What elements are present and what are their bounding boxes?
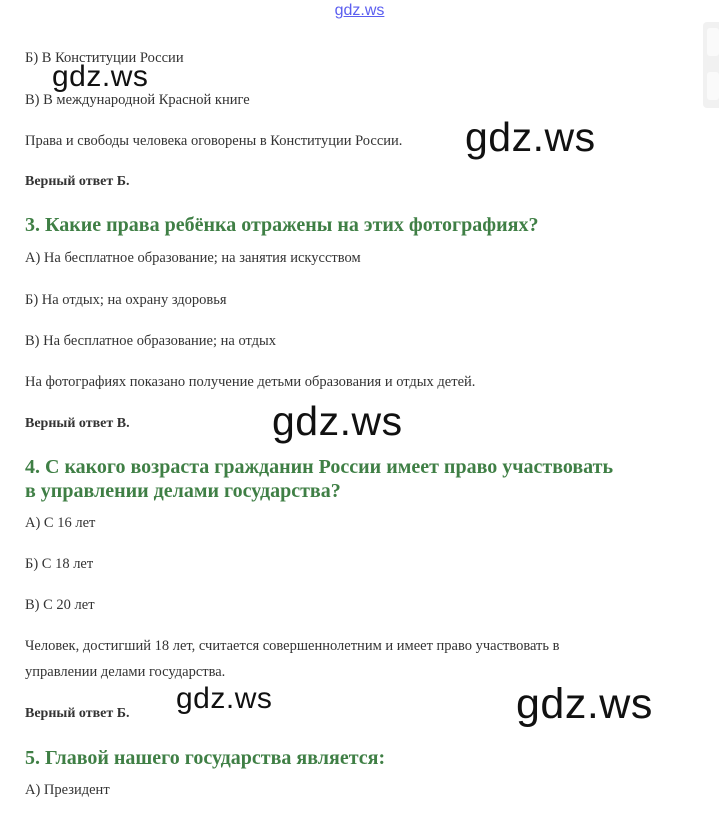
watermark: gdz.ws — [516, 680, 653, 728]
q2-explanation: Права и свободы человека оговорены в Конституции России. — [25, 133, 403, 149]
watermark: gdz.ws — [272, 398, 403, 444]
q4-title-line2: в управлении делами государства? — [25, 480, 341, 502]
q4-explanation-line2: управлении делами государства. — [25, 664, 226, 680]
q4-option-a: А) С 16 лет — [25, 515, 96, 531]
side-panel-tab[interactable] — [703, 22, 719, 108]
q3-explanation: На фотографиях показано получение детьми образования и отдых детей. — [25, 374, 476, 390]
q4-option-c: В) С 20 лет — [25, 597, 95, 613]
side-tab-slot — [707, 28, 719, 56]
q3-title: 3. Какие права ребёнка отражены на этих фотографиях? — [25, 214, 539, 236]
q4-option-b: Б) С 18 лет — [25, 556, 94, 572]
q3-answer: Верный ответ В. — [25, 416, 130, 431]
q5-option-a: А) Президент — [25, 782, 110, 798]
q4-explanation-line1: Человек, достигший 18 лет, считается совершеннолетним и имеет право участвовать в — [25, 638, 560, 654]
q5-title: 5. Главой нашего государства является: — [25, 747, 386, 769]
q2-option-c: В) В международной Красной книге — [25, 92, 250, 108]
side-tab-slot — [707, 72, 719, 100]
q3-option-a: А) На бесплатное образование; на занятия искусством — [25, 250, 361, 266]
watermark: gdz.ws — [465, 114, 596, 160]
q4-answer: Верный ответ Б. — [25, 706, 130, 721]
q2-answer: Верный ответ Б. — [25, 174, 130, 189]
q3-option-c: В) На бесплатное образование; на отдых — [25, 333, 277, 349]
watermark: gdz.ws — [52, 60, 149, 93]
q2-option-b: Б) В Конституции России — [25, 50, 184, 66]
site-mark-link[interactable]: gdz.ws — [334, 2, 385, 19]
q3-option-b: Б) На отдых; на охрану здоровья — [25, 292, 227, 308]
watermark: gdz.ws — [176, 682, 273, 715]
q4-title-line1: 4. С какого возраста гражданин России имеет право участвовать — [25, 456, 614, 478]
